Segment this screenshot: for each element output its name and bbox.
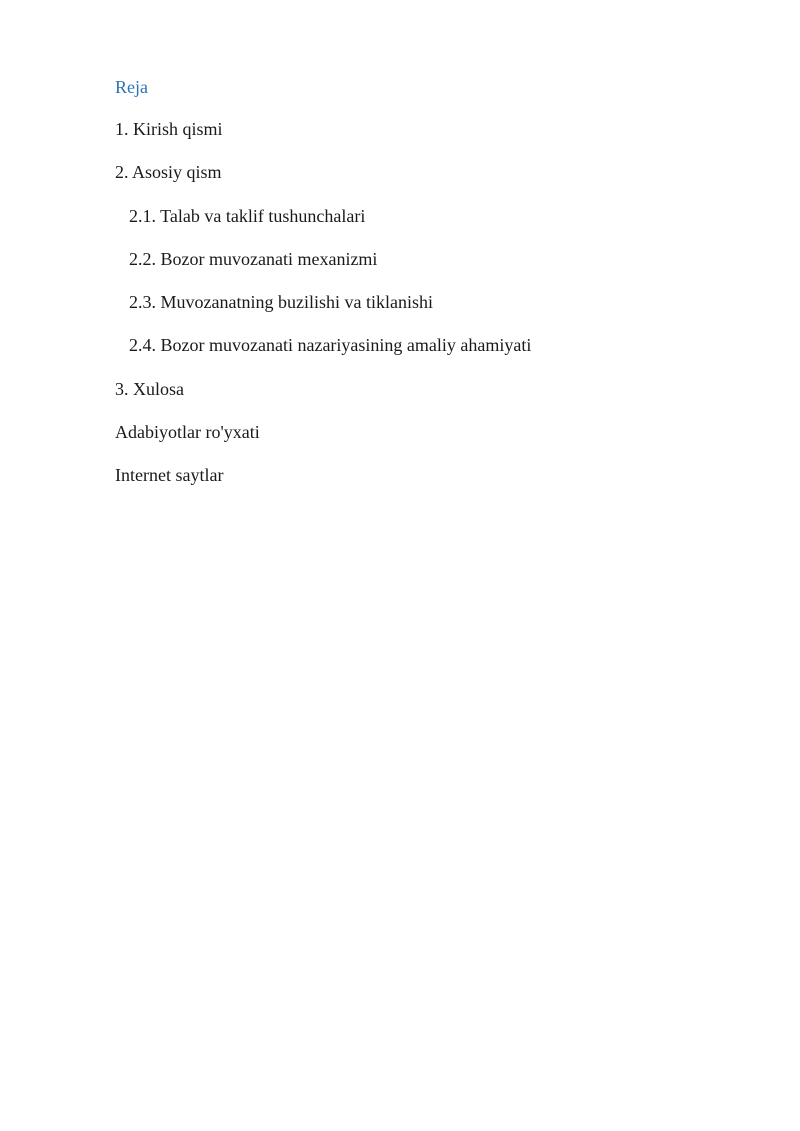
toc-item-amaliy: 2.4. Bozor muvozanati nazariyasining amaliy ahamiyati — [129, 335, 532, 356]
toc-item-xulosa: 3. Xulosa — [115, 378, 184, 399]
toc-item-kirish: 1. Kirish qismi — [115, 119, 223, 139]
toc-item-asosiy: 2. Asosiy qism — [115, 162, 222, 183]
toc-item-talab-taklif: 2.1. Talab va taklif tushunchalari — [129, 205, 366, 226]
toc-item-mexanizm: 2.2. Bozor muvozanati mexanizmi — [129, 248, 378, 269]
page-title: Reja — [115, 77, 148, 97]
toc-item-adabiyotlar: Adabiyotlar ro'yxati — [115, 422, 260, 443]
toc-item-buzilishi: 2.3. Muvozanatning buzilishi va tiklanishi — [129, 292, 433, 313]
table-of-contents — [115, 118, 531, 508]
toc-item-internet: Internet saytlar — [115, 465, 224, 486]
